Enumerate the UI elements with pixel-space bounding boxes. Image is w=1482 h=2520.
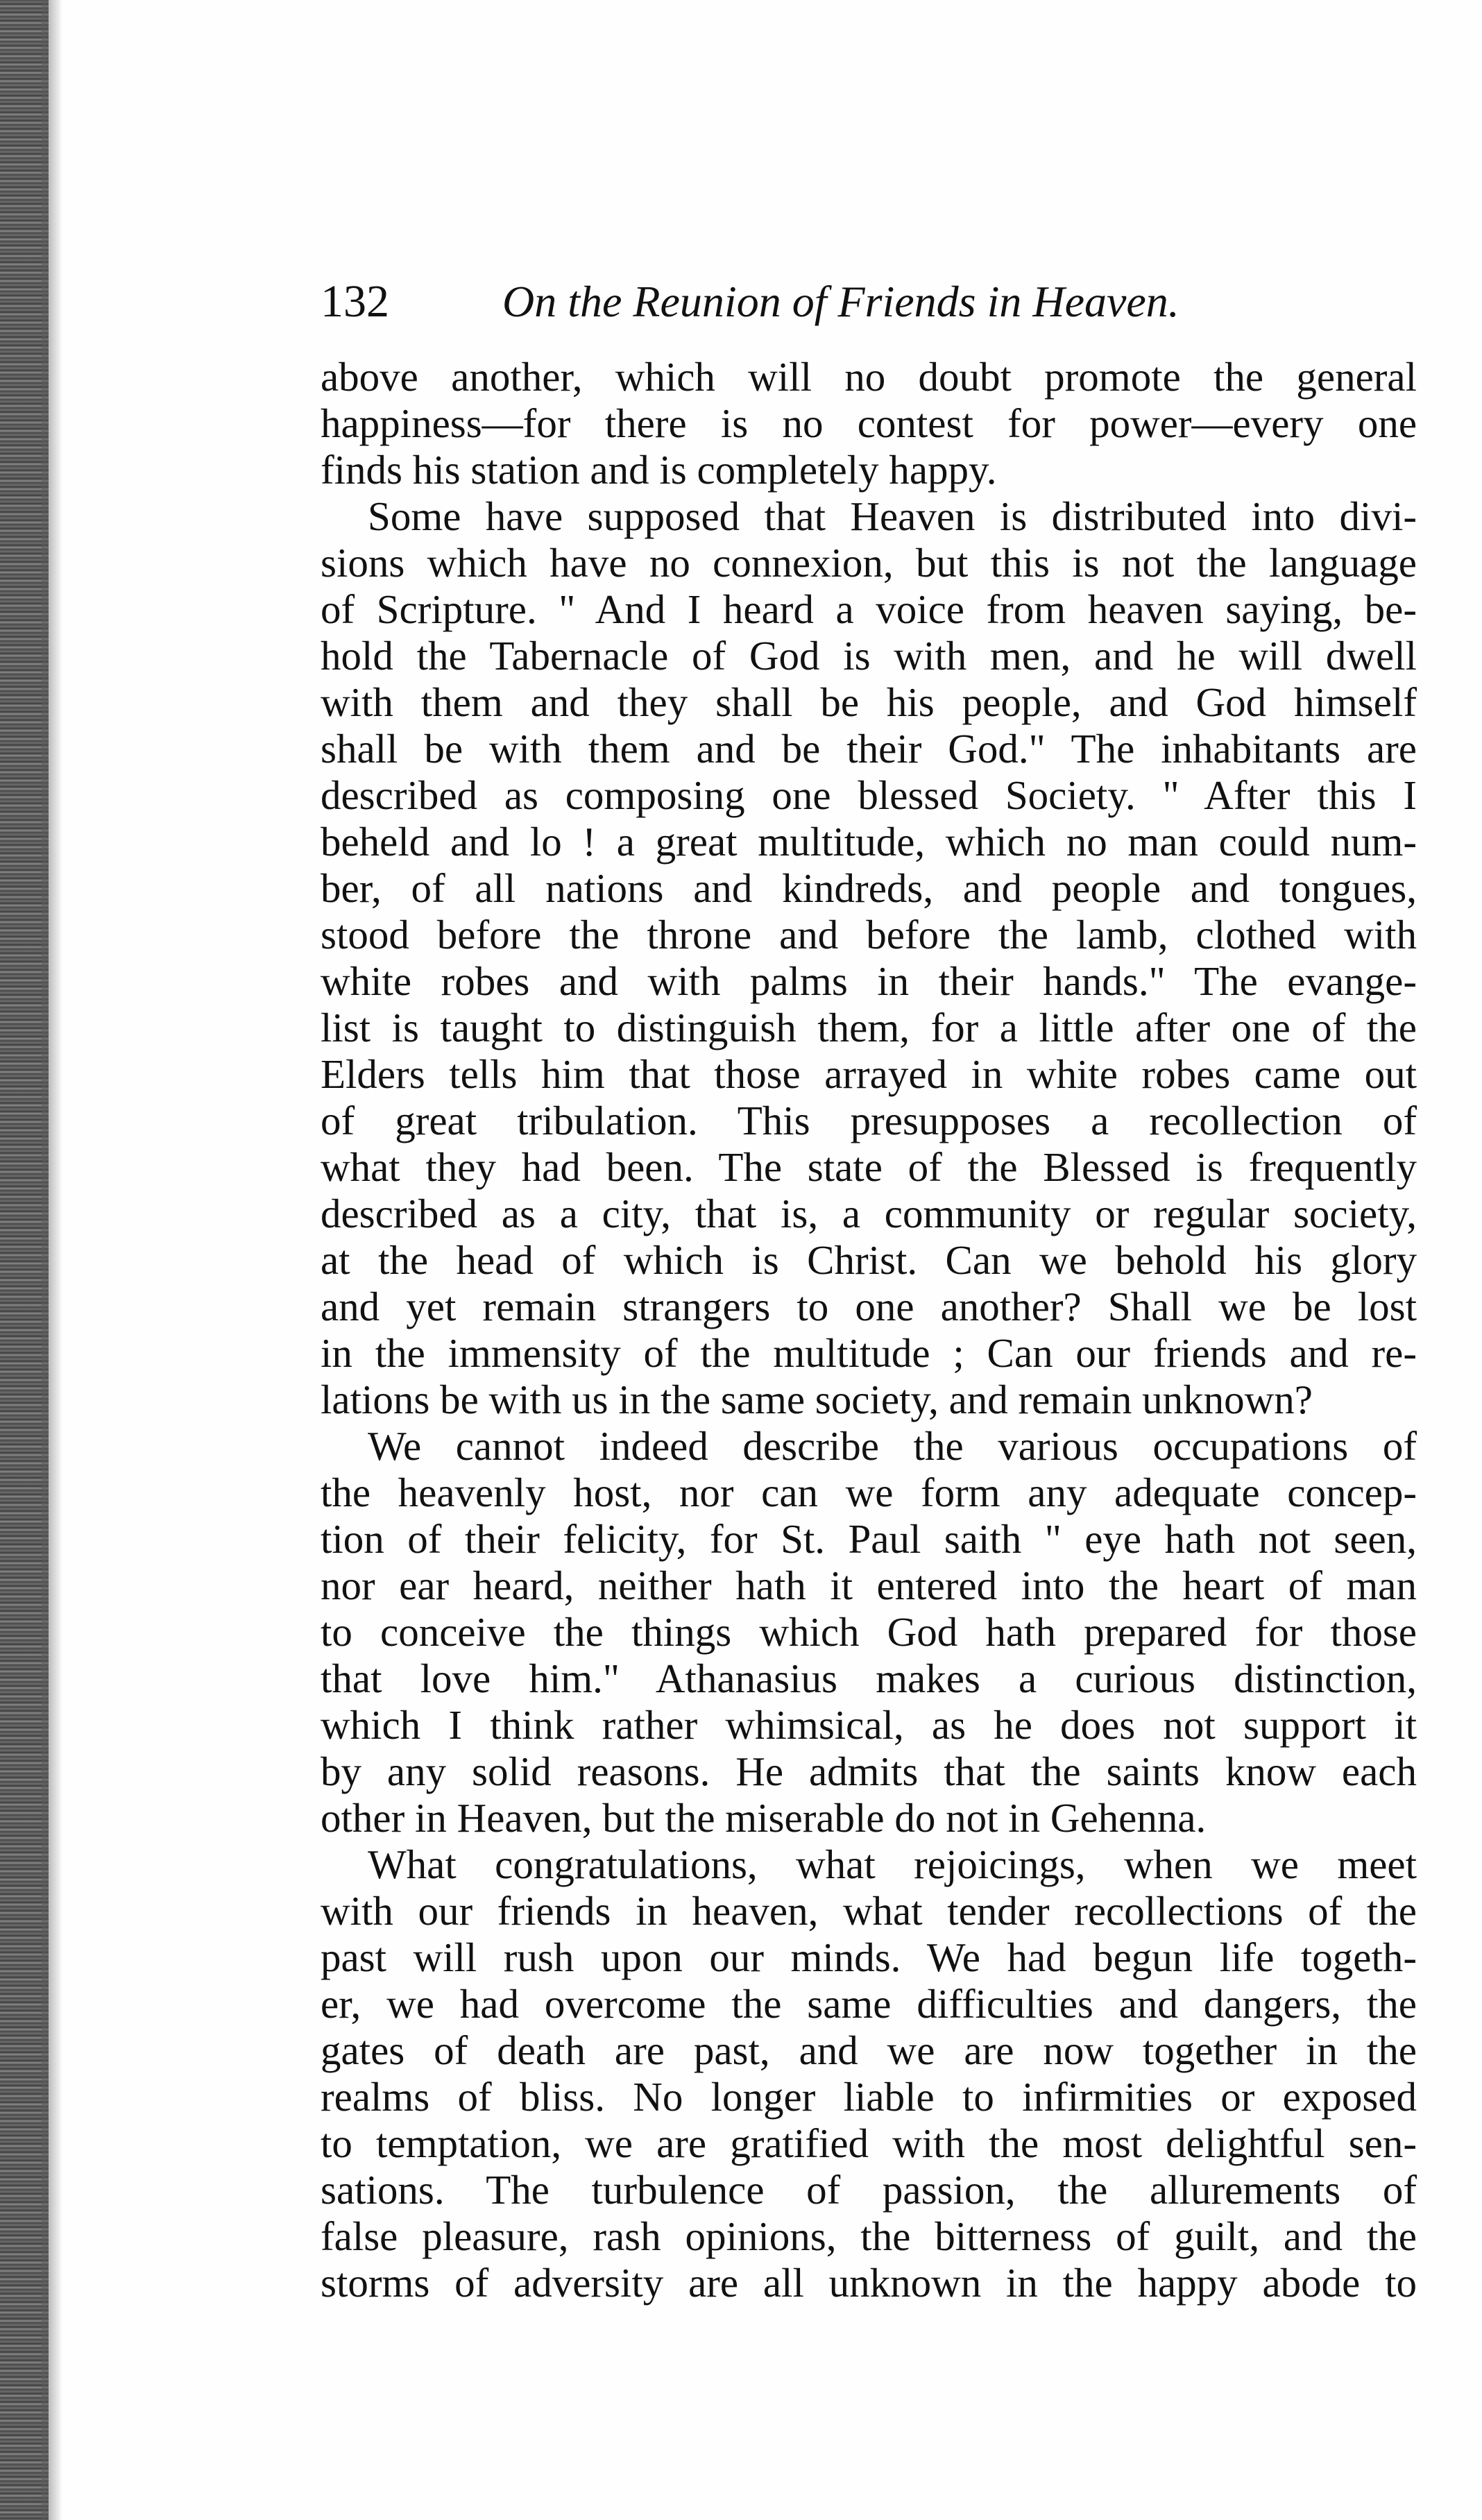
- text-line: that love him." Athanasius makes a curious distinction,: [321, 1655, 1417, 1701]
- text-line: which I think rather whimsical, as he does not support it: [321, 1702, 1417, 1748]
- text-line: list is taught to distinguish them, for a little after one of the: [321, 1005, 1417, 1050]
- text-line: in the immensity of the multitude ; Can our friends and re-: [321, 1330, 1417, 1376]
- text-line: sions which have no connexion, but this is not the language: [321, 540, 1417, 586]
- text-line: stood before the throne and before the lamb, clothed with: [321, 912, 1417, 957]
- text-line: with them and they shall be his people, and God himself: [321, 679, 1417, 725]
- text-line: er, we had overcome the same difficulties and dangers, the: [321, 1981, 1417, 2027]
- scan-edge-shadow: [42, 0, 62, 2520]
- page-header: [321, 264, 1417, 340]
- text-line: tion of their felicity, for St. Paul saith " eye hath not seen,: [321, 1516, 1417, 1562]
- text-line: lations be with us in the same society, and remain unknown?: [321, 1377, 1313, 1422]
- text-line: to conceive the things which God hath prepared for those: [321, 1609, 1417, 1655]
- text-line: Some have supposed that Heaven is distributed into divi-: [368, 493, 1417, 539]
- text-line: What congratulations, what rejoicings, when we meet: [368, 1841, 1417, 1887]
- text-line: Elders tells him that those arrayed in white robes came out: [321, 1051, 1417, 1097]
- text-line: what they had been. The state of the Blessed is frequently: [321, 1144, 1417, 1190]
- text-line: with our friends in heaven, what tender recollections of the: [321, 1888, 1417, 1934]
- page-number: 132: [321, 276, 389, 327]
- text-line: to temptation, we are gratified with the most delightful sen-: [321, 2120, 1417, 2166]
- text-line: described as a city, that is, a community or regular society,: [321, 1191, 1417, 1236]
- text-line: ber, of all nations and kindreds, and people and tongues,: [321, 865, 1417, 911]
- text-line: described as composing one blessed Society. " After this I: [321, 772, 1417, 818]
- text-line: nor ear heard, neither hath it entered into the heart of man: [321, 1563, 1417, 1608]
- text-line: hold the Tabernacle of God is with men, and he will dwell: [321, 633, 1417, 679]
- text-line: the heavenly host, nor can we form any adequate concep-: [321, 1470, 1417, 1515]
- running-head: On the Reunion of Friends in Heaven.: [502, 277, 1179, 326]
- text-line: and yet remain strangers to one another? Shall we be lost: [321, 1284, 1417, 1329]
- text-line: beheld and lo ! a great multitude, which no man could num-: [321, 819, 1417, 865]
- text-line: past will rush upon our minds. We had begun life togeth-: [321, 1934, 1417, 1980]
- text-line: other in Heaven, but the miserable do not in Gehenna.: [321, 1795, 1207, 1841]
- text-line: gates of death are past, and we are now together in the: [321, 2027, 1417, 2073]
- text-line: shall be with them and be their God." The inhabitants are: [321, 726, 1417, 772]
- text-line: at the head of which is Christ. Can we behold his glory: [321, 1237, 1417, 1283]
- text-line: of great tribulation. This presupposes a recollection of: [321, 1098, 1417, 1143]
- text-line: We cannot indeed describe the various occupations of: [368, 1423, 1417, 1469]
- text-line: realms of bliss. No longer liable to infirmities or exposed: [321, 2074, 1417, 2120]
- text-line: white robes and with palms in their hands." The evange-: [321, 958, 1417, 1004]
- text-line: of Scripture. " And I heard a voice from heaven saying, be-: [321, 586, 1417, 632]
- text-line: sations. The turbulence of passion, the allurements of: [321, 2167, 1417, 2213]
- text-line: finds his station and is completely happy.: [321, 447, 997, 493]
- text-line: above another, which will no doubt promote the general: [321, 354, 1417, 400]
- text-line: false pleasure, rash opinions, the bitterness of guilt, and the: [321, 2213, 1417, 2259]
- body-text: [321, 354, 1417, 2306]
- text-line: storms of adversity are all unknown in the happy abode to: [321, 2260, 1417, 2306]
- text-line: happiness—for there is no contest for power—every one: [321, 400, 1417, 446]
- text-line: by any solid reasons. He admits that the saints know each: [321, 1748, 1417, 1794]
